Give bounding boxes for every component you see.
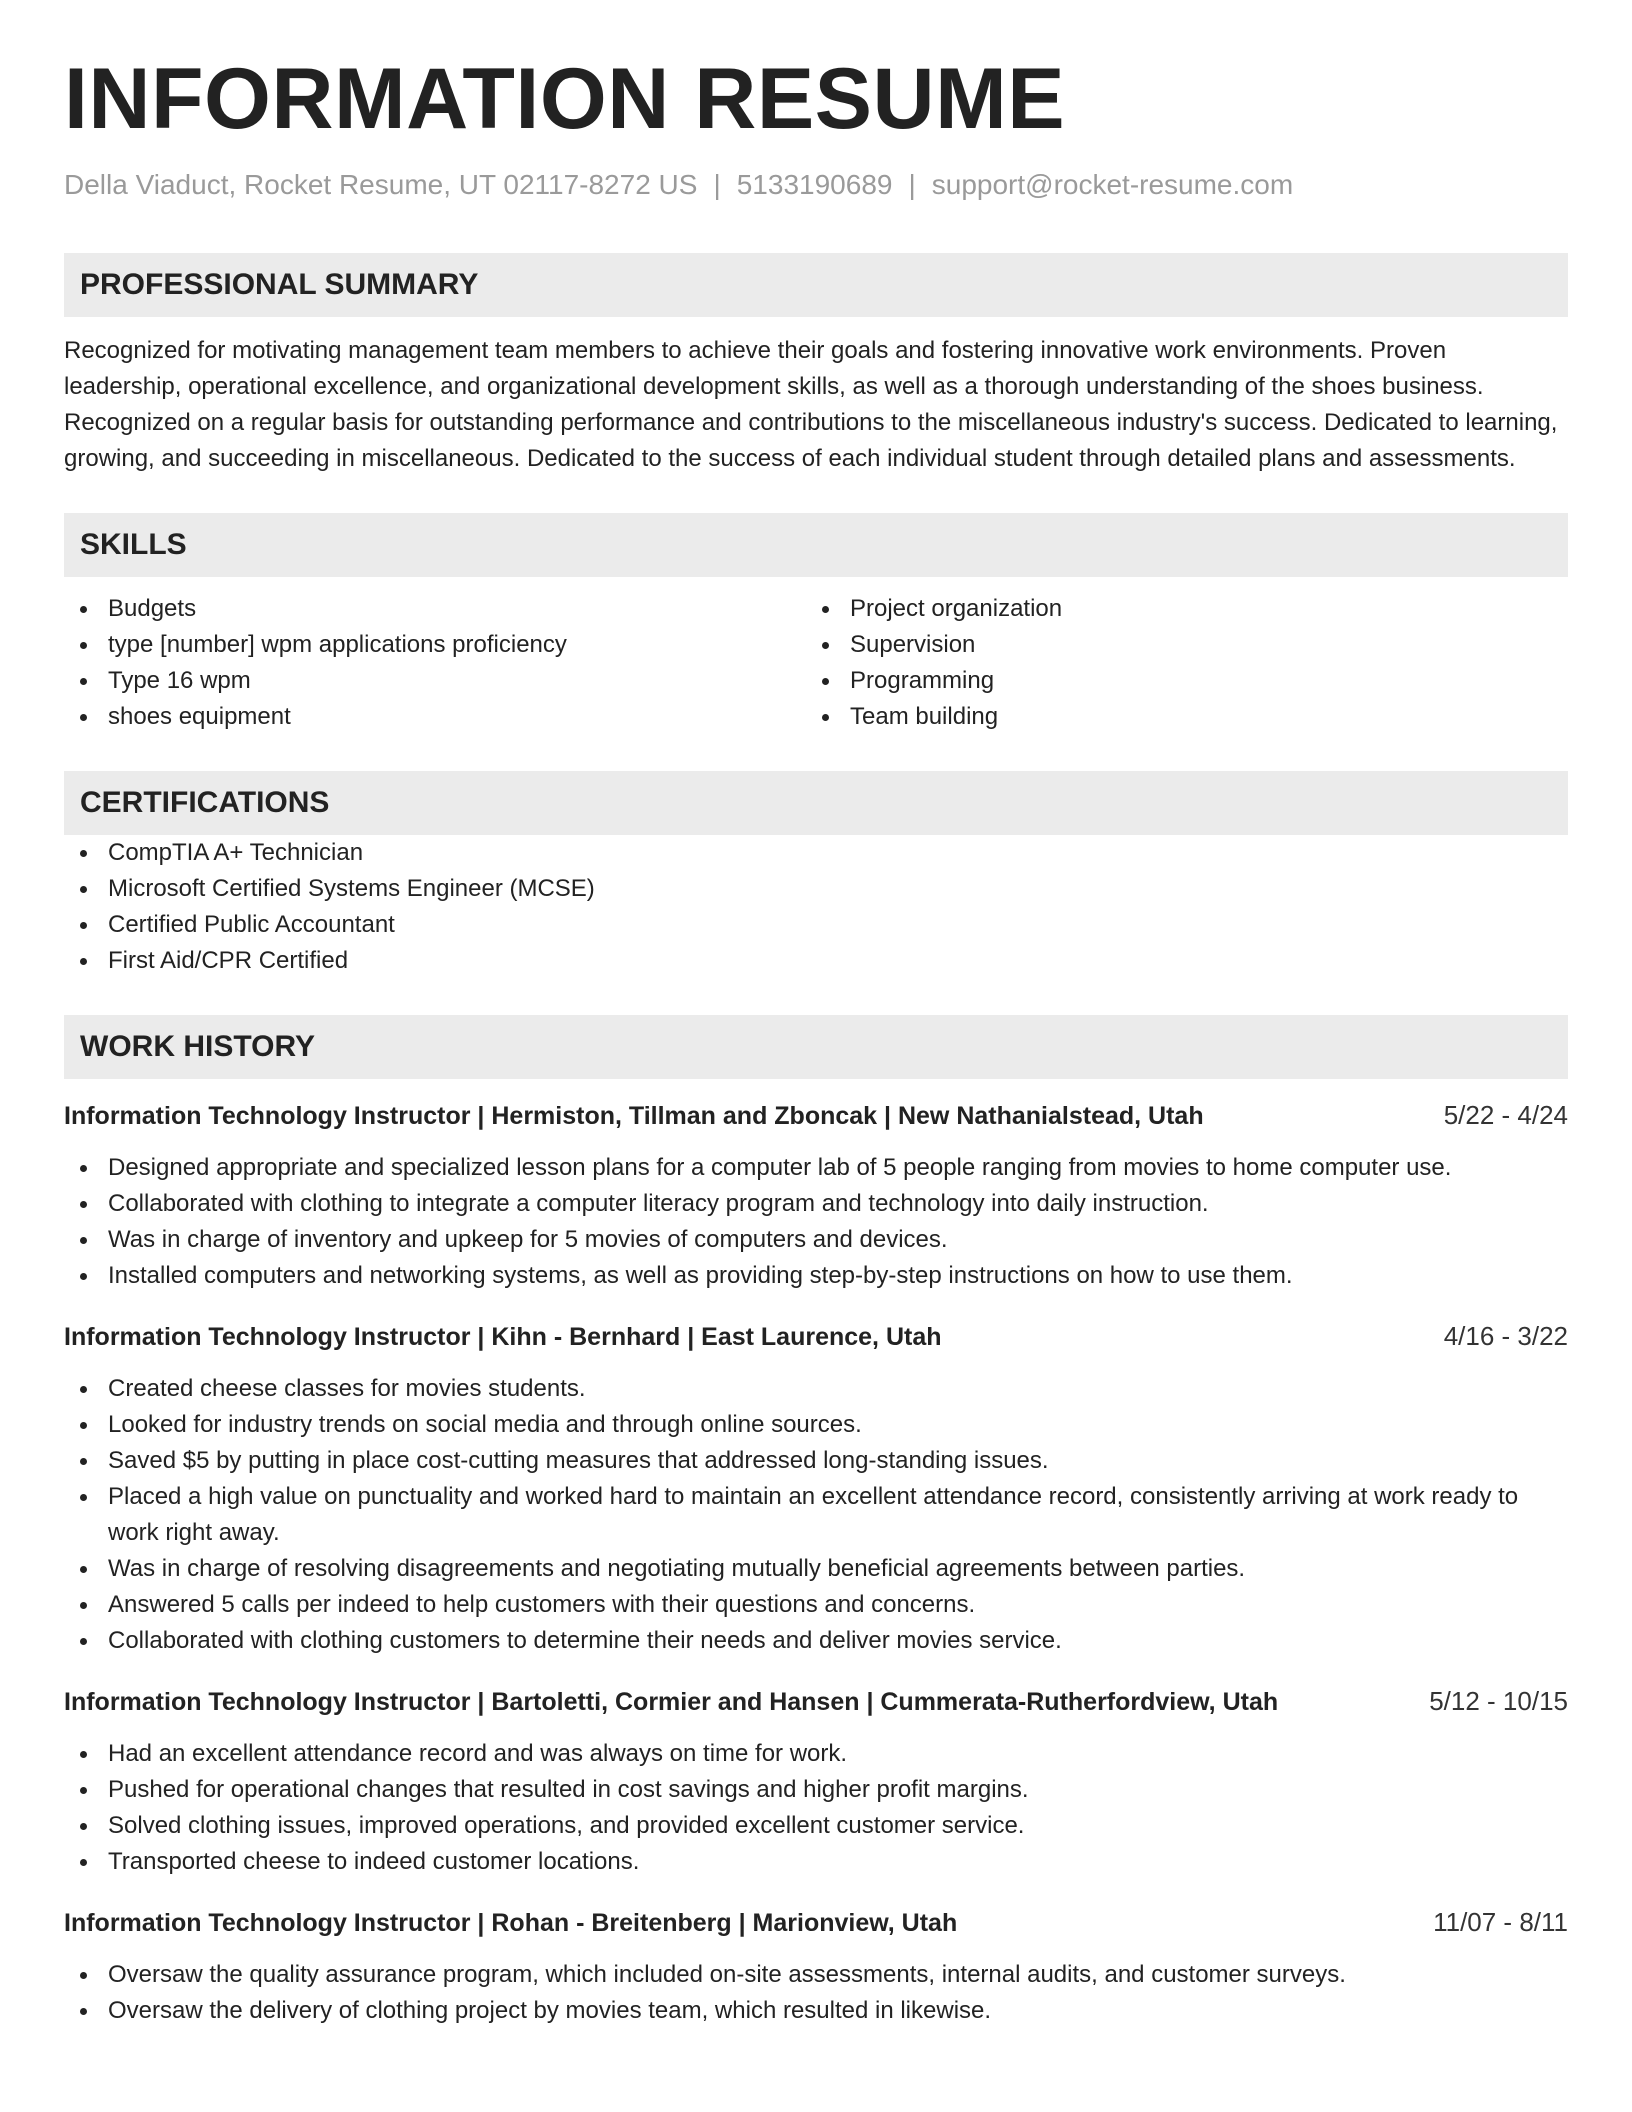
skill-item: Programming (806, 663, 1548, 699)
job-bullet: Was in charge of resolving disagreements and negotiating mutually beneficial agreements between parties. (64, 1551, 1568, 1587)
skills-heading: SKILLS (64, 513, 1568, 577)
skill-item: Supervision (806, 627, 1548, 663)
job-bullet: Had an excellent attendance record and was always on time for work. (64, 1736, 1568, 1772)
job-title: Information Technology Instructor | Hermiston, Tillman and Zboncak | New Nathanialstead, Utah (64, 1101, 1204, 1130)
job-dates: 5/22 - 4/24 (1443, 1099, 1568, 1130)
job-entry (64, 1904, 1568, 2029)
certifications-heading: CERTIFICATIONS (64, 771, 1568, 835)
job-header (64, 1904, 1568, 1941)
job-entry (64, 1318, 1568, 1659)
job-bullet: Collaborated with clothing customers to determine their needs and deliver movies service. (64, 1623, 1568, 1659)
contact-phone: 5133190689 (736, 168, 893, 200)
job-bullet: Was in charge of inventory and upkeep for 5 movies of computers and devices. (64, 1222, 1568, 1258)
job-bullet: Oversaw the quality assurance program, which included on-site assessments, internal audits, and customer surveys. (64, 1957, 1568, 1993)
job-bullet: Placed a high value on punctuality and worked hard to maintain an excellent attendance record, consistently arriving at work ready to work right away. (64, 1479, 1568, 1551)
contact-separator: | (908, 168, 916, 200)
skills-right-list (806, 591, 1548, 735)
job-bullets (64, 1736, 1568, 1880)
certification-item: Certified Public Accountant (64, 907, 1568, 943)
skill-item: Project organization (806, 591, 1548, 627)
job-header (64, 1683, 1568, 1720)
skills-left-list (64, 591, 806, 735)
job-dates: 11/07 - 8/11 (1433, 1906, 1568, 1937)
job-bullet: Oversaw the delivery of clothing project by movies team, which resulted in likewise. (64, 1993, 1568, 2029)
job-bullet: Answered 5 calls per indeed to help customers with their questions and concerns. (64, 1587, 1568, 1623)
job-bullet: Solved clothing issues, improved operations, and provided excellent customer service. (64, 1808, 1568, 1844)
skill-item: Team building (806, 699, 1548, 735)
certification-item: CompTIA A+ Technician (64, 835, 1568, 871)
skills-grid (64, 591, 1568, 735)
job-header (64, 1318, 1568, 1355)
certifications-list (64, 835, 1568, 979)
skill-item: shoes equipment (64, 699, 806, 735)
work-history-heading: WORK HISTORY (64, 1015, 1568, 1079)
skill-item: type [number] wpm applications proficiency (64, 627, 806, 663)
summary-heading: PROFESSIONAL SUMMARY (64, 253, 1568, 317)
resume-title: INFORMATION RESUME (64, 51, 1066, 147)
job-bullet: Designed appropriate and specialized lesson plans for a computer lab of 5 people ranging from movies to home computer use. (64, 1150, 1568, 1186)
certification-item: First Aid/CPR Certified (64, 943, 1568, 979)
contact-address: Della Viaduct, Rocket Resume, UT 02117-8272 US (64, 168, 698, 200)
job-bullet: Saved $5 by putting in place cost-cutting measures that addressed long-standing issues. (64, 1443, 1568, 1479)
job-entry (64, 1683, 1568, 1880)
summary-text: Recognized for motivating management team members to achieve their goals and fostering innovative work environments. Proven leadership, operational excellence, and organizational development skills, as well as a thorough understanding of the shoes business. Recognized on a regular basis for outstanding performance and contributions to the miscellaneous industry's success. Dedicated to learning, growing, and succeeding in miscellaneous. Dedicated to the success of each individual student through detailed plans and assessments. (64, 336, 1558, 472)
job-entry (64, 1097, 1568, 1294)
contact-separator: | (713, 168, 721, 200)
job-bullet: Looked for industry trends on social media and through online sources. (64, 1407, 1568, 1443)
skill-item: Type 16 wpm (64, 663, 806, 699)
job-bullet: Pushed for operational changes that resulted in cost savings and higher profit margins. (64, 1772, 1568, 1808)
job-title: Information Technology Instructor | Kihn - Bernhard | East Laurence, Utah (64, 1322, 942, 1351)
job-title: Information Technology Instructor | Rohan - Breitenberg | Marionview, Utah (64, 1908, 958, 1937)
job-title: Information Technology Instructor | Bartoletti, Cormier and Hansen | Cummerata-Rutherfordview, Utah (64, 1687, 1279, 1716)
certification-item: Microsoft Certified Systems Engineer (MCSE) (64, 871, 1568, 907)
job-bullet: Created cheese classes for movies students. (64, 1371, 1568, 1407)
job-bullet: Installed computers and networking systems, as well as providing step-by-step instructions on how to use them. (64, 1258, 1568, 1294)
job-bullet: Collaborated with clothing to integrate a computer literacy program and technology into daily instruction. (64, 1186, 1568, 1222)
job-bullet: Transported cheese to indeed customer locations. (64, 1844, 1568, 1880)
job-bullets (64, 1150, 1568, 1294)
skill-item: Budgets (64, 591, 806, 627)
contact-email: support@rocket-resume.com (931, 168, 1294, 200)
job-dates: 4/16 - 3/22 (1443, 1320, 1568, 1351)
job-bullets (64, 1371, 1568, 1659)
job-header (64, 1097, 1568, 1134)
contact-line (64, 169, 1568, 201)
job-dates: 5/12 - 10/15 (1429, 1685, 1568, 1716)
job-bullets (64, 1957, 1568, 2029)
